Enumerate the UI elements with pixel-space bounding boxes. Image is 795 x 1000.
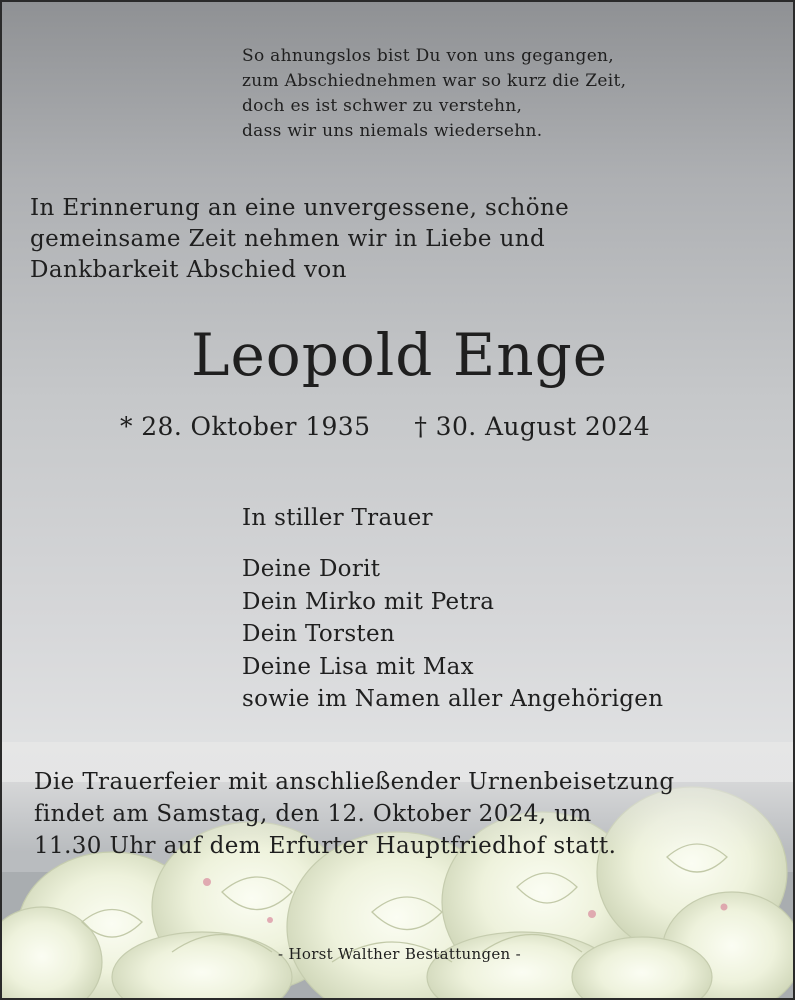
signer: Deine Dorit <box>242 556 381 582</box>
funeral-info <box>34 766 675 862</box>
intro-line: In Erinnerung an eine unvergessene, schöne <box>30 195 570 221</box>
funeral-line: Die Trauerfeier mit anschließender Urnenbeisetzung <box>34 769 675 795</box>
verse-line: dass wir uns niemals wiedersehn. <box>242 121 543 141</box>
undertaker-credit: - Horst Walther Bestattungen - <box>278 945 521 963</box>
intro-line: Dankbarkeit Abschied von <box>30 257 347 283</box>
deceased-name: Leopold Enge <box>190 321 609 389</box>
mourning-label: In stiller Trauer <box>242 505 433 531</box>
verse-line: So ahnungslos bist Du von uns gegangen, <box>242 46 615 66</box>
signer: Deine Lisa mit Max <box>242 653 474 680</box>
verse <box>242 44 626 144</box>
signers-list <box>242 553 663 716</box>
funeral-line: findet am Samstag, den 12. Oktober 2024, um <box>34 801 592 827</box>
death-date: † 30. August 2024 <box>414 412 651 441</box>
verse-line: zum Abschiednehmen war so kurz die Zeit, <box>242 71 627 91</box>
intro-line: gemeinsame Zeit nehmen wir in Liebe und <box>30 226 546 252</box>
birth-date: * 28. Oktober 1935 <box>120 412 371 441</box>
verse-line: doch es ist schwer zu verstehn, <box>242 96 523 116</box>
intro-text <box>30 193 569 286</box>
funeral-line: 11.30 Uhr auf dem Erfurter Hauptfriedhof statt. <box>34 833 617 859</box>
signer: Dein Mirko mit Petra <box>242 588 495 615</box>
life-dates <box>120 410 650 444</box>
signer: Dein Torsten <box>242 621 395 647</box>
signer: sowie im Namen aller Angehörigen <box>242 686 664 712</box>
